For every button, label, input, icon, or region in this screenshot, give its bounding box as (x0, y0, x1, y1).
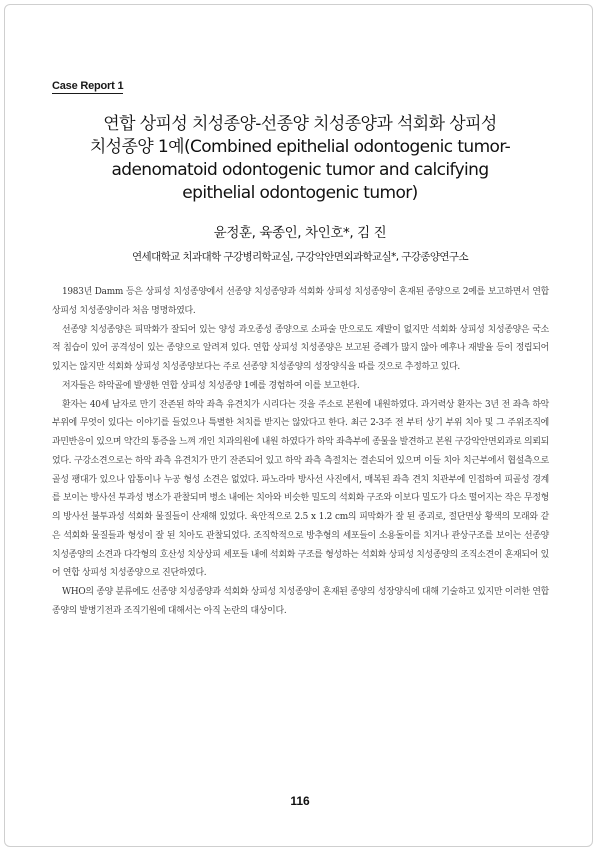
title-line: adenomatoid odontogenic tumor and calcifying (111, 160, 489, 180)
body-paragraph: 저자들은 하악골에 발생한 연합 상피성 치성종양 1예를 경험하여 이를 보고한다. (62, 380, 360, 391)
affiliation: 연세대학교 치과대학 구강병리학교실, 구강악안면외과학교실*, 구강종양연구소 (132, 251, 468, 263)
author-list: 윤정훈, 육종인, 차인호*, 김 진 (213, 225, 387, 241)
title-line: epithelial odontogenic tumor) (182, 183, 418, 203)
body-paragraph: 선종양 치성종양은 피막화가 잘되어 있는 양성 과오종성 종양으로 소파술 만으로도 재발이 없지만 석회화 상피성 치성종양은 국소적 침습이 있어 공격성이 있는 종양으로 알려져 있다. 연합 상피성 치성종양은 보고된 증례가 많지 않아 예후나 재발율 등이 정립되어 있지는 않지만 석회화 상피성 치성종양보다는 주로 선종양 치성종양의 성장양식을 따를 것으로 추정하고 있다. (52, 324, 549, 372)
case-report-label: Case Report 1 (52, 80, 124, 92)
page-number: 116 (290, 794, 310, 808)
title-line: 치성종양 1예(Combined epithelial odontogenic tumor- (89, 137, 511, 157)
body-paragraph: 1983년 Damm 등은 상피성 치성종양에서 선종양 치성종양과 석회화 상피성 치성종양이 혼재된 종양으로 2예를 보고하면서 연합 상피성 치성종양이라 처음 명명하였다. (52, 287, 549, 316)
body-paragraph: 환자는 40세 남자로 만기 잔존된 하악 좌측 유견치가 시리다는 것을 주소로 본원에 내원하였다. 과거력상 환자는 3년 전 좌측 하악 부위에 무엇이 있다는 이야기를 들었으나 특별한 처치를 받지는 않았다고 한다. 최근 2-3주 전 부터 상기 부위 치아 및 그 주위조직에 과민반응이 있으며 약간의 통증을 느껴 개인 치과의원에 내원 하였다가 하악 좌측부에 종물을 발견하고 본원 구강악안면외과로 의뢰되었다. 구강소견으로는 하악 좌측 유견치가 만기 잔존되어 있고 하악 좌측 측절치는 결손되어 있으며 이들 치아 치근부에서 협설측으로 골성 팽대가 있으나 압통이나 누공 형성 소견은 없었다. 파노라마 방사선 사진에서, 매복된 좌측 견치 치관부에 인접하여 피골성 경계를 보이는 방사선 투과성 병소가 관찰되며 병소 내에는 치아와 비슷한 밀도의 석회화 구조와 이보다 밀도가 다소 떨어지는 작은 무정형의 방사선 불투과성 석회화 물질들이 산재해 있었다. 육안적으로 2.5 x 1.2 cm의 피막화가 잘 된 종괴로, 절단면상 황색의 모래와 같은 석회화 물질들과 형성이 잘 된 치아도 관찰되었다. 조직학적으로 방추형의 세포들이 소용돌이를 치거나 관상구조를 보이는 선종양 치성종양의 소견과 다각형의 호산성 치상상피 세포들 내에 석회화 구조를 형성하는 석회화 상피성 치성종양의 조직소견이 혼재되어 있어 연합 상피성 치성종양으로 진단하였다. (52, 399, 549, 579)
title-line: 연합 상피성 치성종양-선종양 치성종양과 석회화 상피성 (103, 114, 497, 134)
paper-title (50, 113, 550, 205)
abstract-body (52, 283, 549, 621)
body-paragraph: WHO의 종양 분류에도 선종양 치성종양과 석회화 상피성 치성종양이 혼재된 종양의 성장양식에 대해 기술하고 있지만 이러한 연합 종양의 발병기전과 조직기원에 대해서는 아직 논란의 대상이다. (52, 587, 549, 616)
